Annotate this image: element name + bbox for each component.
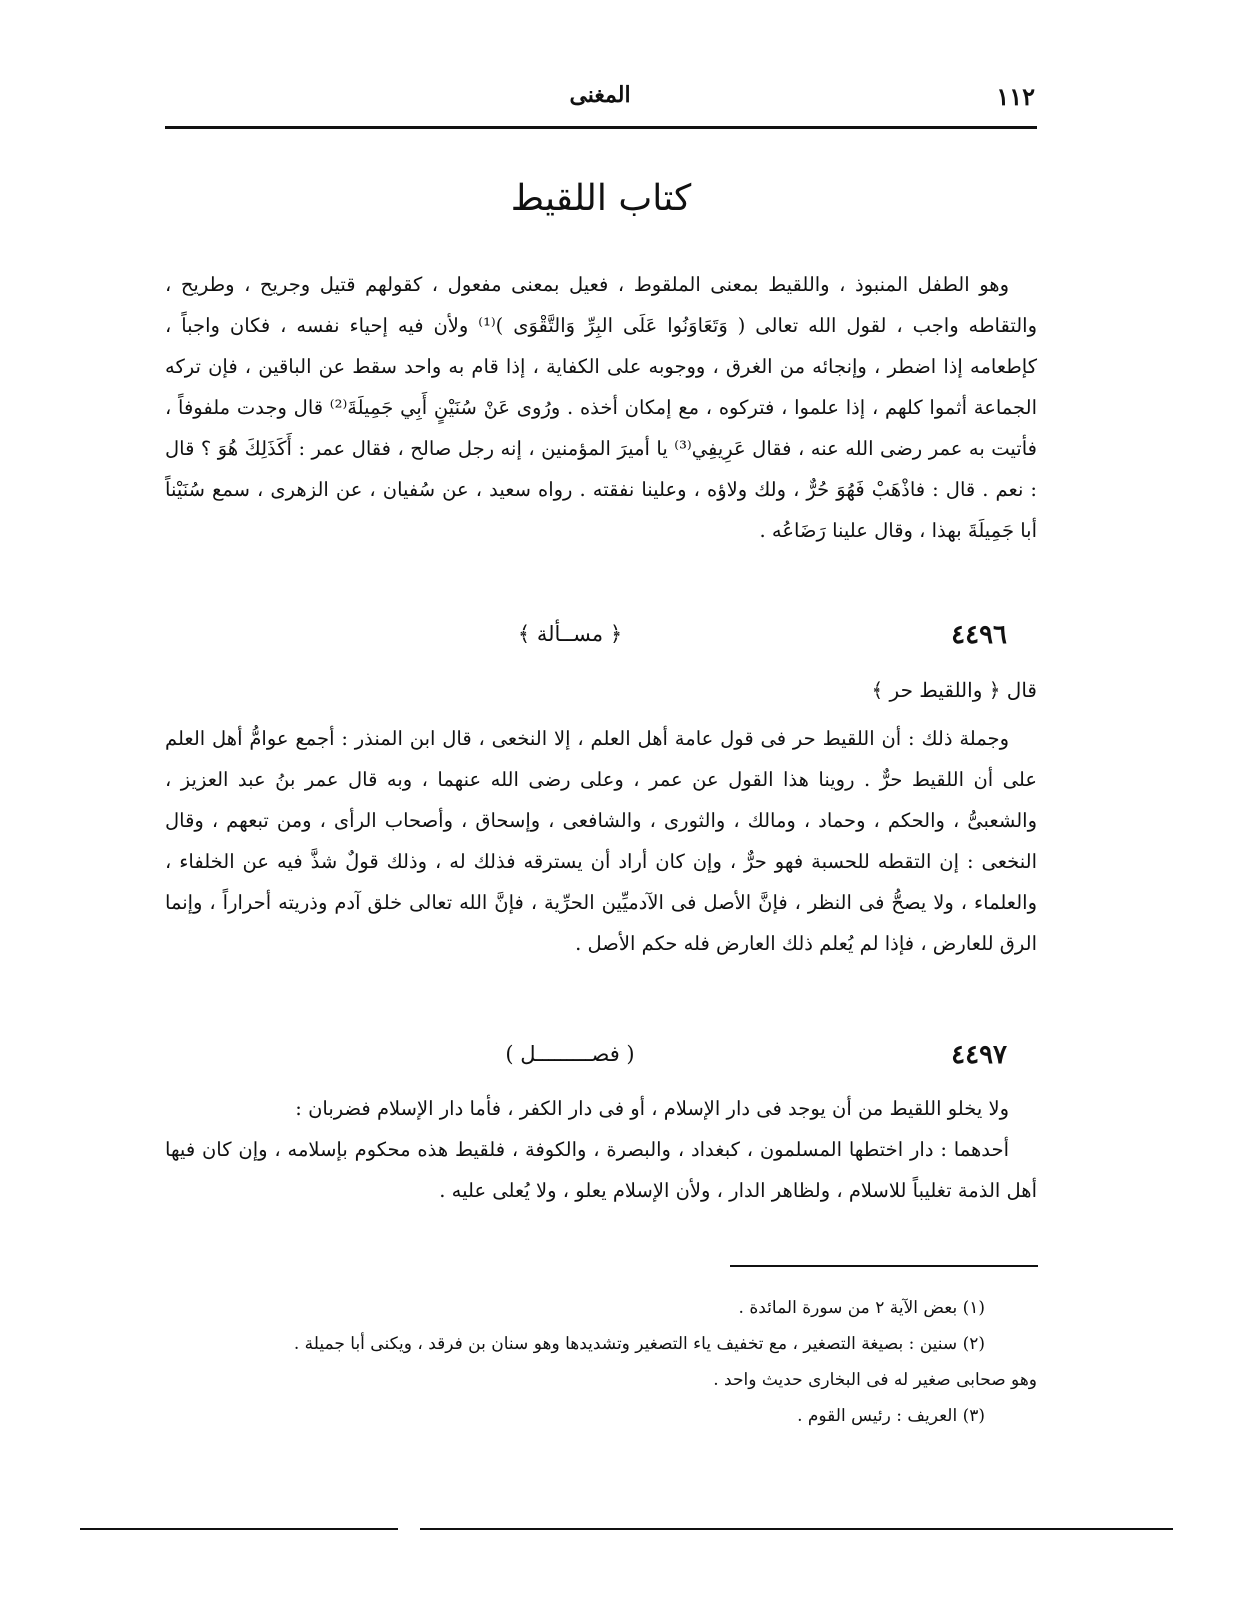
- footnote-2-continued: وهو صحابى صغير له فى البخارى حديث واحد .: [713, 1370, 1037, 1390]
- fasl-body: [165, 1088, 1037, 1211]
- fasl-paragraph: ولا يخلو اللقيط من أن يوجد فى دار الإسلام ، أو فى دار الكفر ، فأما دار الإسلام فضربان :: [295, 1097, 1009, 1120]
- running-title: المغنى: [569, 82, 631, 108]
- chapter-title: كتاب اللقيط: [510, 178, 692, 219]
- intro-text: [165, 264, 1037, 551]
- footnote-2: (٢) سنين : بصيغة التصغير ، مع تخفيف ياء التصغير وتشديدها وهو سنان بن فرقد ، ويكنى أبا جميلة .: [293, 1334, 985, 1354]
- footnote-separator: [730, 1265, 1038, 1267]
- footnote-1: (١) بعض الآية ٢ من سورة المائدة .: [738, 1298, 985, 1318]
- bottom-rule-left: [80, 1528, 398, 1530]
- header-rule: [165, 126, 1037, 129]
- bottom-rule-right: [420, 1528, 1173, 1530]
- masala-statement: قال ﴿ واللقيط حر ﴾: [871, 678, 1037, 702]
- footnote-3: (٣) العريف : رئيس القوم .: [797, 1406, 985, 1426]
- masala-paragraph: وجملة ذلك : أن اللقيط حر فى قول عامة أهل العلم ، إلا النخعى ، قال ابن المنذر : أجمع عوامُّ أهل العلم على أن اللقيط حرٌّ . روينا هذا القول عن عمر ، وعلى رضى الله عنهما ، وبه قال عمر بنُ عبد العزيز ، والشعبىُّ ، والحكم ، وحماد ، ومالك ، والثورى ، والشافعى ، وإسحاق ، وأصحاب الرأى ، ومن تبعهم ، وقال النخعى : إن التقطه للحسبة فهو حرٌّ ، وإن كان أراد أن يسترقه فذلك له ، وذلك قولٌ شذَّ فيه عن الخلفاء ، والعلماء ، ولا يصحُّ فى النظر ، فإنَّ الأصل فى الآدميِّين الحرِّية ، فإنَّ الله تعالى خلق آدم وذريته أحراراً ، وإنما الرق للعارض ، فإذا لم يُعلم ذلك العارض فله حكم الأصل .: [165, 727, 1037, 955]
- page-number: ١١٢: [996, 82, 1035, 111]
- intro-paragraph: وهو الطفل المنبوذ ، واللقيط بمعنى الملقوط ، فعيل بمعنى مفعول ، كقولهم قتيل وجريح ، وطريح ، والتقاطه واجب ، لقول الله تعالى ( وَتَعَاوَنُوا عَلَى البِرِّ وَالتَّقْوَى )⁽¹⁾ ولأن فيه إحياء نفسه ، فكان واجباً ، كإطعامه إذا اضطر ، وإنجائه من الغرق ، ووجوبه على الكفاية ، إذا قام به واحد سقط عن الباقين ، فإن تركه الجماعة أثموا كلهم ، إذا علموا ، فتركوه ، مع إمكان أخذه . ورُوى عَنْ سُنَيْنٍ أَبِي جَمِيلَةَ⁽²⁾ قال وجدت ملفوفاً ، فأتيت به عمر رضى الله عنه ، فقال عَرِيفِي⁽³⁾ يا أميرَ المؤمنين ، إنه رجل صالح ، فقال عمر : أَكَذَلِكَ هُوَ ؟ قال : نعم . قال : فاذْهَبْ فَهُوَ حُرٌّ ، ولك ولاؤه ، وعلينا نفقته . رواه سعيد ، عن سُفيان ، عن الزهرى ، سمع سُنَيْناً أبا جَمِيلَةَ بهذا ، وقال علينا رَضَاعُه .: [165, 273, 1037, 542]
- fasl-number: ٤٤٩٧: [951, 1040, 1007, 1070]
- page-header: [165, 78, 1035, 118]
- fasl-heading: [165, 1040, 1037, 1084]
- masala-heading: [165, 620, 1037, 664]
- masala-number: ٤٤٩٦: [951, 620, 1007, 650]
- fasl-label: ( فصـــــــــل ): [505, 1042, 635, 1066]
- masala-label: ﴿ مســألة ﴾: [517, 622, 623, 646]
- footnotes: [165, 1290, 1037, 1434]
- fasl-paragraph: أحدهما : دار اختطها المسلمون ، كبغداد ، والبصرة ، والكوفة ، فلقيط هذه محكوم بإسلامه ، وإن كان فيها أهل الذمة تغليباً للاسلام ، ولظاهر الدار ، ولأن الإسلام يعلو ، ولا يُعلى عليه .: [165, 1138, 1037, 1202]
- masala-body: [165, 718, 1037, 964]
